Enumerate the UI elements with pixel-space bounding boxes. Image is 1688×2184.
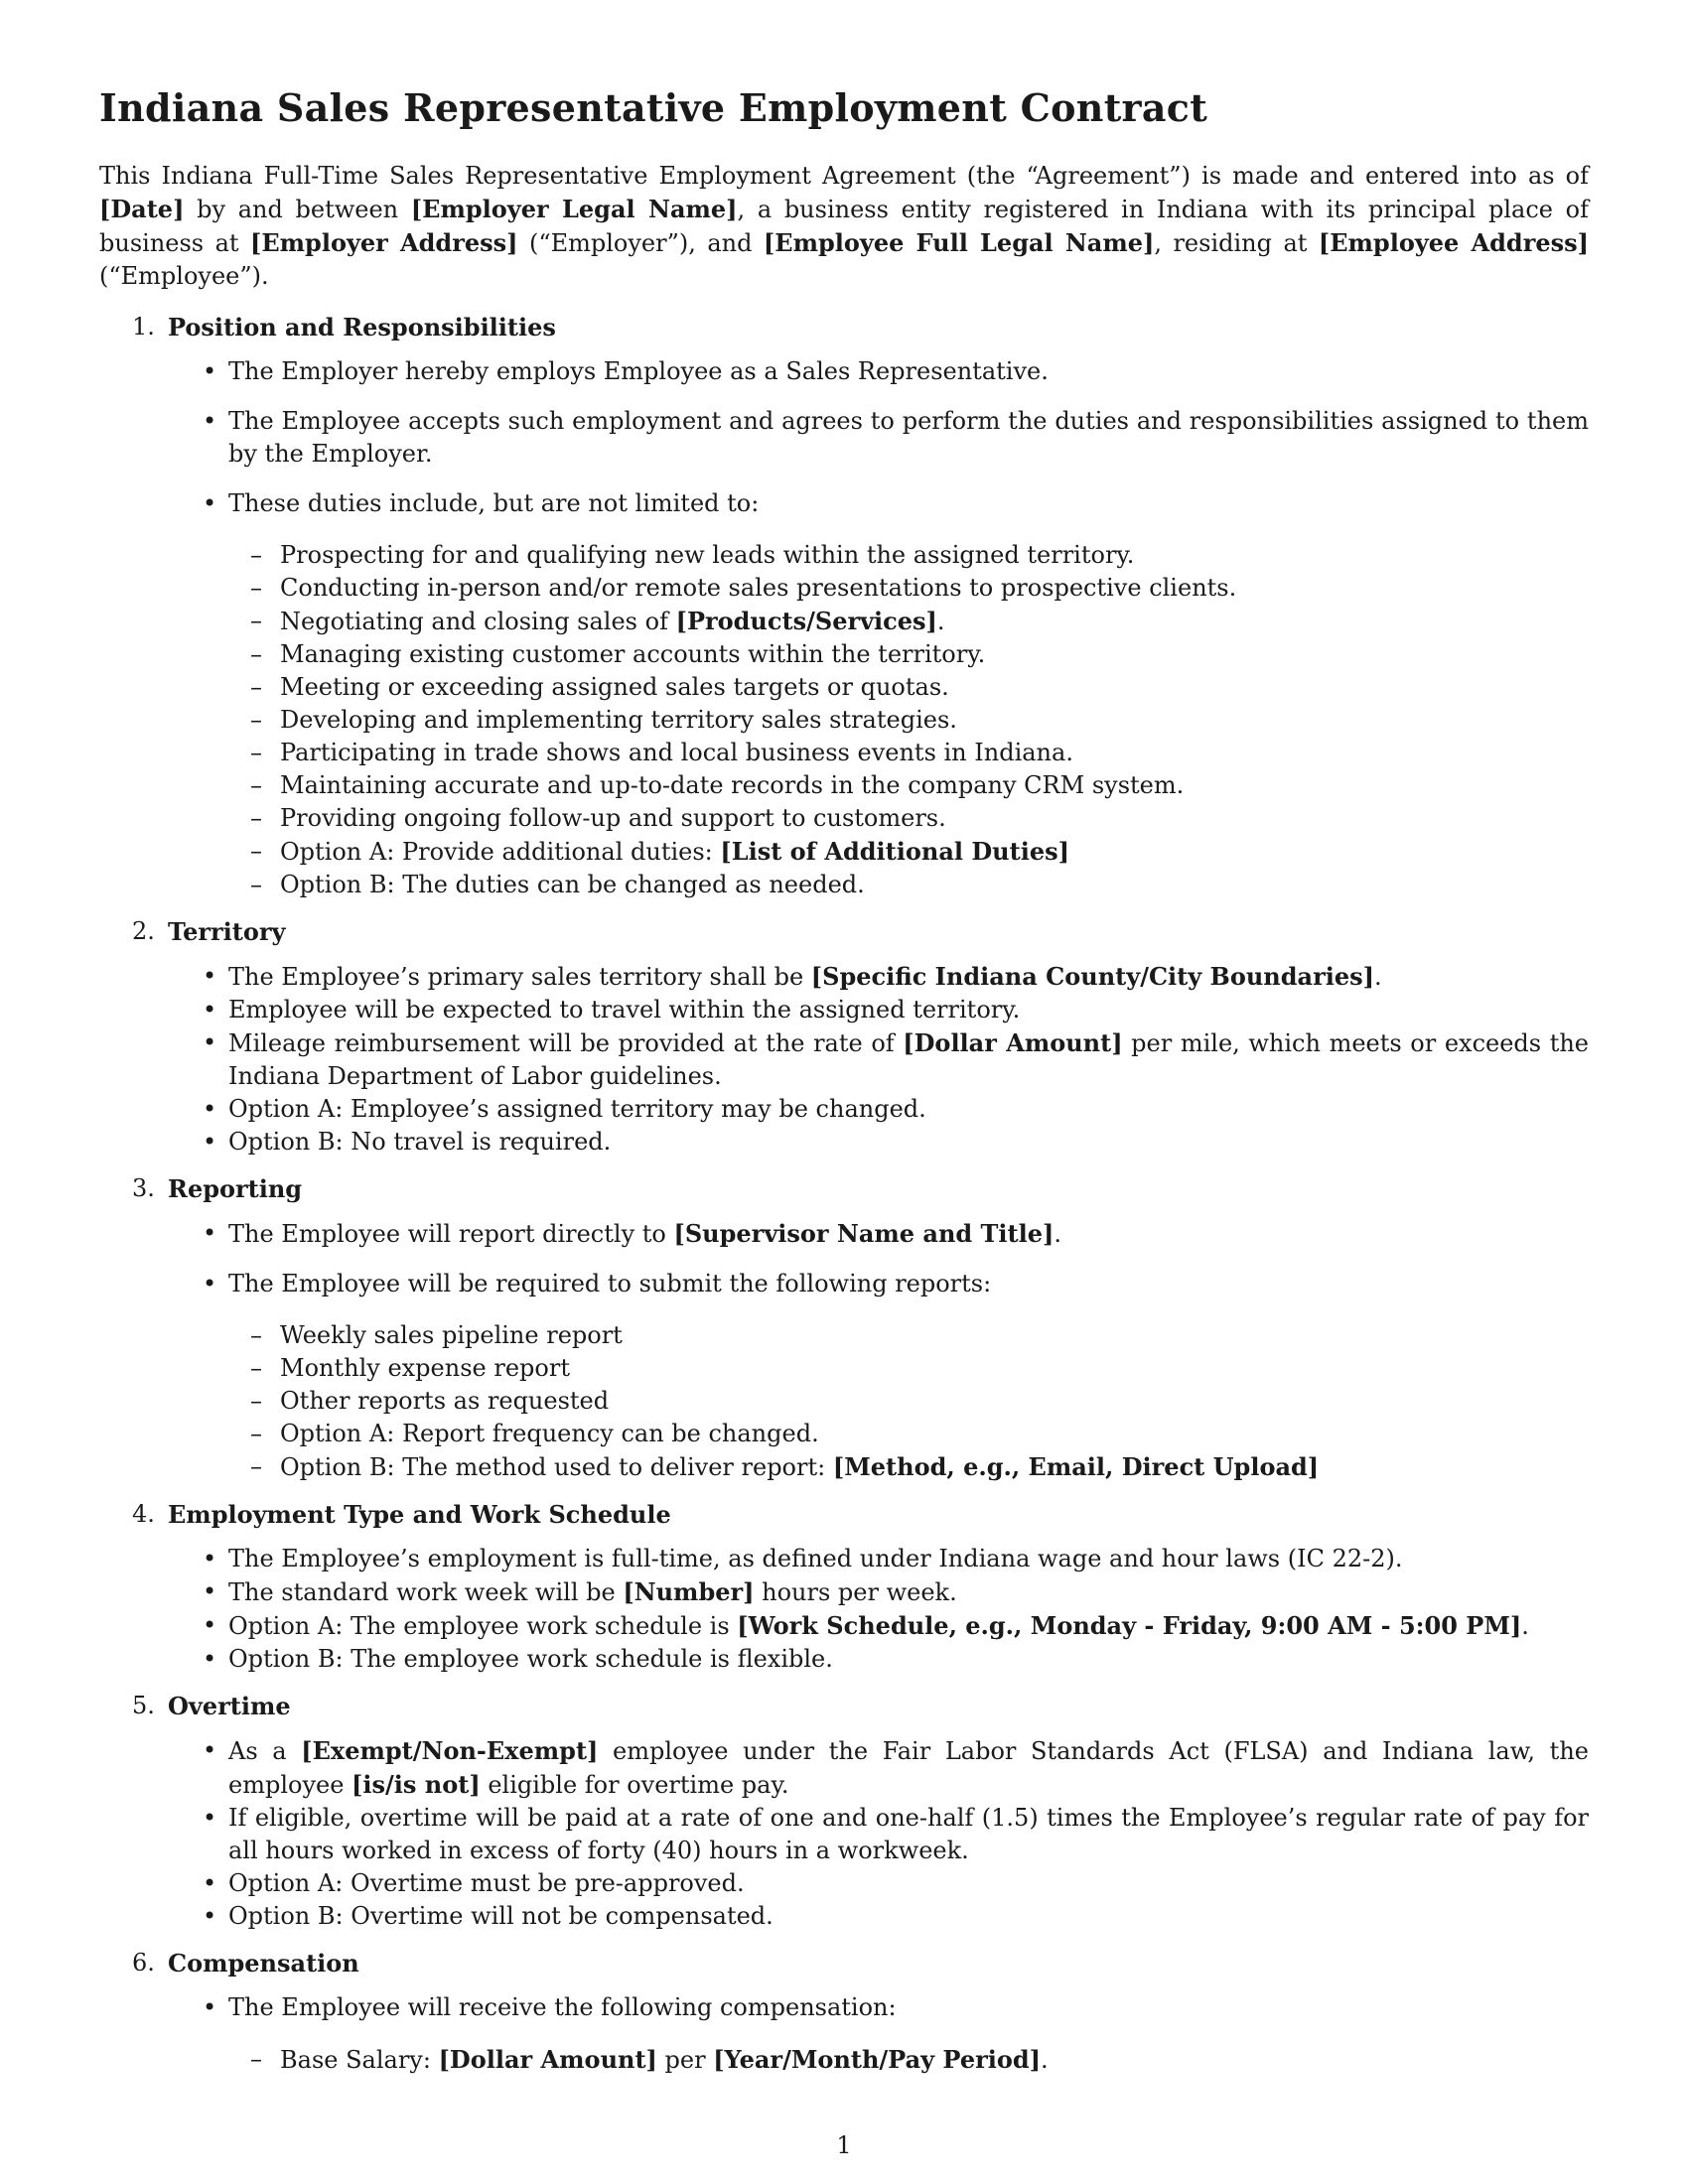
section-employment-type	[99, 1498, 1589, 1676]
list-item-text: .	[1054, 1220, 1061, 1248]
section-number: 5.	[132, 1692, 155, 1719]
section-compensation	[99, 1947, 1589, 2077]
list-item-text: .	[1521, 1612, 1529, 1640]
list-item-text: employee under the Fair Labor Standards Act (FLSA) and Indiana law, the employee	[228, 1737, 1589, 1799]
section-title: Territory	[168, 917, 286, 946]
section-position	[99, 311, 1589, 901]
list-item: – Providing ongoing follow-up and support to customers.	[280, 802, 1589, 835]
list-item: – Participating in trade shows and local business events in Indiana.	[280, 737, 1589, 769]
employee-name-placeholder: [Employee Full Legal Name]	[763, 228, 1155, 257]
list-item: – Other reports as requested	[280, 1385, 1589, 1418]
list-item: • Option B: Overtime will not be compensated.	[228, 1900, 1589, 1933]
section-title: Overtime	[168, 1692, 291, 1720]
list-item: – Meeting or exceeding assigned sales targets or quotas.	[280, 671, 1589, 704]
list-item: – Option A: Report frequency can be changed.	[280, 1418, 1589, 1450]
bullet-list	[99, 1734, 1589, 1933]
additional-duties-placeholder: [List of Additional Duties]	[720, 837, 1069, 866]
list-item-text: Option A: Provide additional duties:	[280, 838, 721, 866]
hours-placeholder: [Number]	[623, 1577, 755, 1606]
list-item-text: The Employee will be required to submit the following reports:	[228, 1270, 992, 1297]
section-number: 2.	[132, 917, 155, 945]
list-item-text: .	[936, 608, 945, 635]
section-heading	[99, 915, 1589, 948]
list-item: – Weekly sales pipeline report	[280, 1319, 1589, 1352]
sections-list	[99, 311, 1589, 2077]
products-placeholder: [Products/Services]	[675, 607, 937, 635]
list-item-text: Option B: The method used to deliver report:	[280, 1453, 833, 1481]
list-item	[280, 2043, 1589, 2077]
list-item: • Option B: The employee work schedule is flexible.	[228, 1643, 1589, 1676]
section-reporting	[99, 1172, 1589, 1484]
section-number: 3.	[132, 1174, 155, 1202]
date-placeholder: [Date]	[99, 195, 185, 223]
list-item: • The Employer hereby employs Employee as a Sales Representative.	[228, 355, 1589, 388]
list-item	[228, 487, 1589, 901]
intro-text: (“Employee”).	[99, 262, 269, 290]
page-number: 1	[836, 2131, 852, 2159]
list-item-text: Mileage reimbursement will be provided at the rate of	[228, 1029, 904, 1057]
bullet-list	[99, 1991, 1589, 2077]
intro-paragraph	[99, 160, 1589, 293]
bullet-list	[99, 960, 1589, 1159]
section-territory	[99, 915, 1589, 1159]
list-item	[280, 835, 1589, 869]
section-overtime	[99, 1690, 1589, 1933]
employee-address-placeholder: [Employee Address]	[1318, 228, 1589, 257]
exempt-status-placeholder: [Exempt/Non-Exempt]	[301, 1736, 599, 1765]
mileage-rate-placeholder: [Dollar Amount]	[903, 1028, 1123, 1057]
bullet-list	[99, 1543, 1589, 1676]
section-heading	[99, 1690, 1589, 1722]
section-title: Employment Type and Work Schedule	[168, 1500, 671, 1529]
list-item	[228, 1268, 1589, 1484]
list-item: – Managing existing customer accounts within the territory.	[280, 638, 1589, 671]
section-title: Position and Responsibilities	[168, 313, 556, 341]
bullet-list	[99, 355, 1589, 901]
list-item: • Option B: No travel is required.	[228, 1126, 1589, 1159]
list-item: • The Employee accepts such employment and agrees to perform the duties and responsibilities assigned to them by the Employer.	[228, 405, 1589, 471]
list-item: – Maintaining accurate and up-to-date records in the company CRM system.	[280, 769, 1589, 802]
section-heading	[99, 1947, 1589, 1979]
list-item-text: As a	[228, 1737, 302, 1765]
list-item	[280, 1450, 1589, 1484]
section-title: Compensation	[168, 1949, 359, 1978]
pay-period-placeholder: [Year/Month/Pay Period]	[713, 2045, 1041, 2074]
list-item-text: .	[1373, 963, 1382, 991]
report-method-placeholder: [Method, e.g., Email, Direct Upload]	[832, 1452, 1320, 1481]
intro-text: (“Employer”), and	[517, 229, 764, 257]
section-number: 6.	[132, 1949, 155, 1977]
bullet-list	[99, 1217, 1589, 1484]
list-item-text: hours per week.	[754, 1578, 957, 1606]
list-item-text: per mile, which meets or exceeds the Indiana Department of Labor guidelines.	[228, 1029, 1590, 1090]
list-item-text: The Employee’s primary sales territory shall be	[228, 963, 811, 991]
list-item: – Conducting in-person and/or remote sales presentations to prospective clients.	[280, 572, 1589, 605]
intro-text: This Indiana Full-Time Sales Representative Employment Agreement (the “Agreement”) is made and entered into as of	[99, 162, 1589, 190]
list-item-text: Base Salary:	[280, 2046, 439, 2074]
document-title: Indiana Sales Representative Employment Contract	[99, 85, 1208, 130]
list-item	[228, 1217, 1589, 1251]
list-item: • Employee will be expected to travel within the assigned territory.	[228, 994, 1589, 1026]
list-item-text: .	[1041, 2046, 1049, 2074]
eligibility-placeholder: [is/is not]	[352, 1770, 481, 1799]
work-schedule-placeholder: [Work Schedule, e.g., Monday - Friday, 9:00 AM - 5:00 PM]	[737, 1611, 1522, 1640]
territory-placeholder: [Specific Indiana County/City Boundaries]	[810, 962, 1374, 991]
list-item: • The Employee’s employment is full-time, as defined under Indiana wage and hour laws (IC 22-2).	[228, 1543, 1589, 1575]
supervisor-placeholder: [Supervisor Name and Title]	[673, 1219, 1055, 1248]
list-item: – Developing and implementing territory sales strategies.	[280, 704, 1589, 737]
section-number: 4.	[132, 1500, 155, 1528]
section-title: Reporting	[168, 1174, 303, 1203]
list-item-text: Negotiating and closing sales of	[280, 608, 676, 635]
section-number: 1.	[132, 313, 155, 341]
document-page	[99, 85, 1589, 2091]
list-item-text: The standard work week will be	[228, 1578, 624, 1606]
list-item-text: Option A: The employee work schedule is	[228, 1612, 738, 1640]
dash-list	[228, 539, 1589, 901]
list-item-text: per	[656, 2046, 714, 2074]
list-item	[228, 1991, 1589, 2077]
dash-list	[228, 1319, 1589, 1484]
list-item	[228, 1609, 1589, 1643]
section-heading	[99, 1498, 1589, 1531]
section-heading	[99, 1172, 1589, 1205]
section-heading	[99, 311, 1589, 343]
list-item: – Prospecting for and qualifying new leads within the assigned territory.	[280, 539, 1589, 572]
list-item-text: The Employee will report directly to	[228, 1220, 674, 1248]
list-item: • Option A: Overtime must be pre-approved.	[228, 1867, 1589, 1900]
list-item-text: These duties include, but are not limited to:	[228, 489, 760, 517]
intro-text: , residing at	[1154, 229, 1319, 257]
salary-amount-placeholder: [Dollar Amount]	[438, 2045, 657, 2074]
intro-text: , a business entity registered in Indiana with its principal place of business at	[99, 196, 1589, 257]
list-item	[228, 1575, 1589, 1609]
list-item-text: The Employee will receive the following compensation:	[228, 1993, 897, 2021]
list-item	[228, 1734, 1589, 1802]
list-item: • Option A: Employee’s assigned territory may be changed.	[228, 1093, 1589, 1126]
intro-text: by and between	[184, 196, 411, 223]
list-item	[228, 960, 1589, 994]
list-item: • If eligible, overtime will be paid at a rate of one and one-half (1.5) times the Employee’s regular rate of pay for all hours worked in excess of forty (40) hours in a workweek.	[228, 1802, 1589, 1867]
list-item: – Monthly expense report	[280, 1352, 1589, 1385]
list-item: – Option B: The duties can be changed as needed.	[280, 869, 1589, 901]
list-item-text: eligible for overtime pay.	[480, 1771, 789, 1799]
employer-name-placeholder: [Employer Legal Name]	[410, 195, 738, 223]
list-item	[280, 605, 1589, 638]
dash-list	[228, 2043, 1589, 2077]
list-item	[228, 1026, 1589, 1093]
employer-address-placeholder: [Employer Address]	[250, 228, 518, 257]
